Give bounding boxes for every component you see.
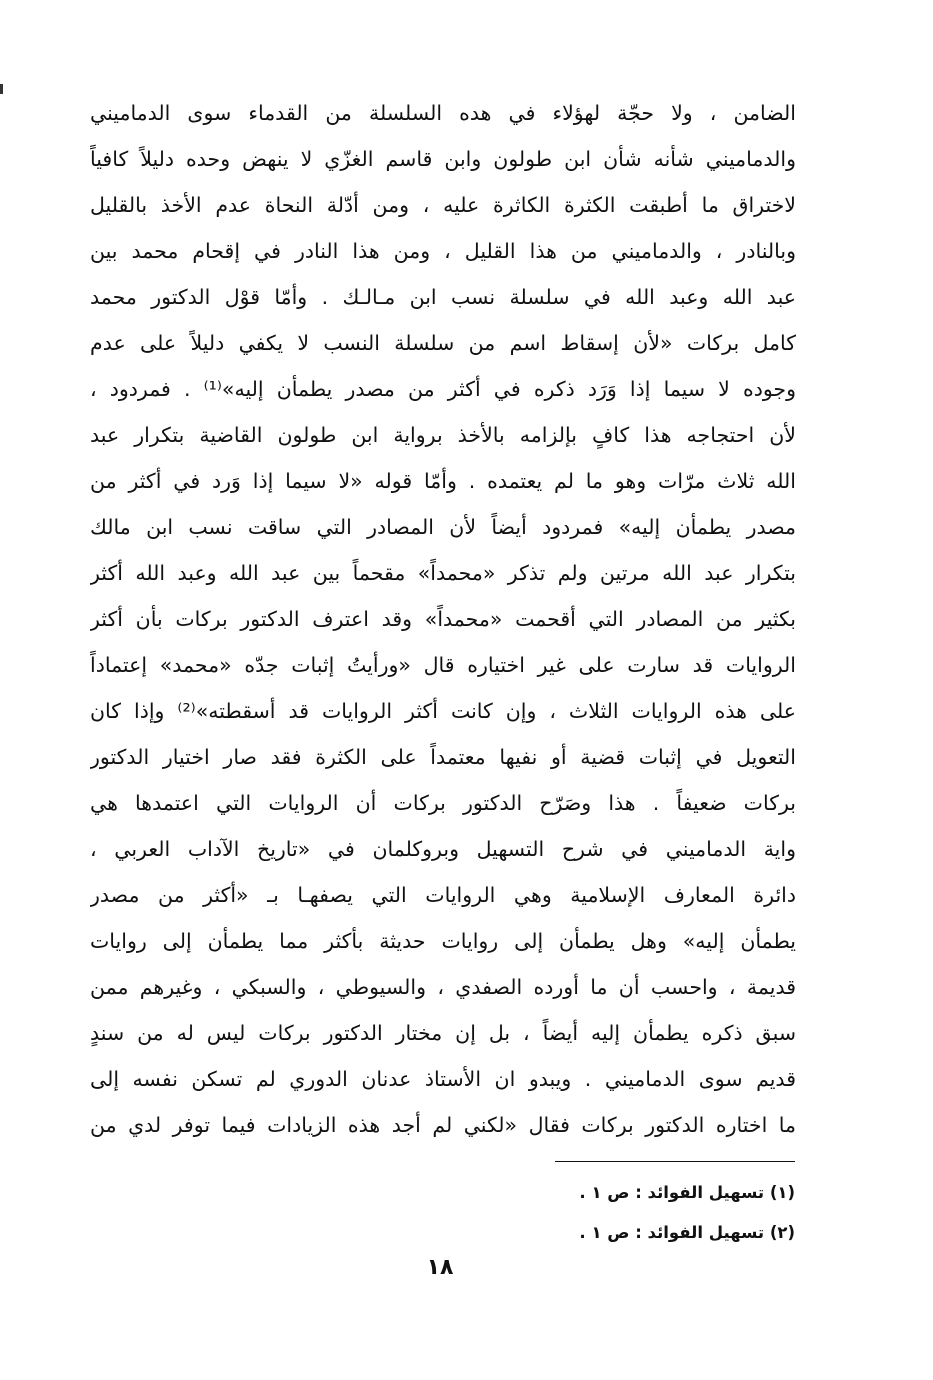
text-line: قديم سوى الدماميني . ويبدو ان الأستاذ عدنان الدوري لم تسكن نفسه إلى [90, 1067, 796, 1091]
text-line: دائرة المعارف الإسلامية وهي الروايات التي يصفهـا بـ «أكثر من مصدر [90, 883, 796, 907]
text-line: وجوده لا سيما إذا وَرَد ذكره في أكثر من مصدر يطمأن إليه»⁽¹⁾ . فمردود ، [90, 377, 796, 401]
text-line: وبالنادر ، والدماميني من هذا القليل ، ومن هذا النادر في إقحام محمد بين [90, 239, 796, 263]
text-line: بكثير من المصادر التي أقحمت «محمداً» وقد اعترف الدكتور بركات بأن أكثر [90, 607, 796, 631]
text-line: مصدر يطمأن إليه» فمردود أيضاً لأن المصادر التي ساقت نسب ابن مالك [90, 515, 796, 539]
text-line: بركات ضعيفاً . هذا وصَرّح الدكتور بركات أن الروايات التي اعتمدها هي [90, 791, 796, 815]
text-line: قديمة ، واحسب أن ما أورده الصفدي ، والسيوطي ، والسبكي ، وغيرهم ممن [90, 975, 796, 999]
scan-margin-mark [0, 84, 3, 94]
text-line: كامل بركات «لأن إسقاط اسم من سلسلة النسب لا يكفي دليلاً على عدم [90, 331, 796, 355]
text-line: يطمأن إليه» وهل يطمأن إلى روايات حديثة بأكثر مما يطمأن إلى روايات [90, 929, 796, 953]
text-line: لأن احتجاجه هذا كافٍ بإلزامه بالأخذ برواية ابن طولون القاضية بتكرار عبد [90, 423, 796, 447]
text-line: على هذه الروايات الثلاث ، وإن كانت أكثر الروايات قد أسقطته»⁽²⁾ وإذا كان [90, 699, 796, 723]
text-line: لاختراق ما أطبقت الكثرة الكاثرة عليه ، ومن أدّلة النحاة عدم الأخذ بالقليل [90, 193, 796, 217]
text-line: والدماميني شأنه شأن ابن طولون وابن قاسم الغزّي لا ينهض وحده دليلاً كافياً [90, 147, 796, 171]
text-line: سبق ذكره يطمأن إليه أيضاً ، بل إن مختار الدكتور بركات ليس له من سندٍ [90, 1021, 796, 1045]
footnote-separator [555, 1161, 795, 1162]
body-text [90, 90, 796, 1148]
text-line: ما اختاره الدكتور بركات فقال «لكني لم أجد هذه الزيادات فيما توفر لدي من [90, 1113, 796, 1137]
footnote-2: (٢) تسهيل الفوائد : ص ١ . [579, 1223, 795, 1242]
text-line: الضامن ، ولا حجّة لهؤلاء في هده السلسلة من القدماء سوى الدماميني [90, 101, 796, 125]
text-line: التعويل في إثبات قضية أو نفيها معتمداً على الكثرة فقد صار اختيار الدكتور [90, 745, 796, 769]
text-line: بتكرار عبد الله مرتين ولم تذكر «محمداً» مقحماً بين عبد الله وعبد الله أكثر [90, 561, 796, 585]
footnotes [465, 1173, 795, 1253]
page-number: ١٨ [426, 1255, 454, 1280]
footnote-1: (١) تسهيل الفوائد : ص ١ . [579, 1183, 795, 1202]
text-line: الله ثلاث مرّات وهو ما لم يعتمده . وأمّا قوله «لا سيما إذا وَرد في أكثر من [90, 469, 796, 493]
text-line: الروايات قد سارت على غير اختياره قال «ورأيتُ إثبات جدّه «محمد» إعتماداً [90, 653, 796, 677]
text-line: عبد الله وعبد الله في سلسلة نسب ابن مـالـك . وأمّا قوْل الدكتور محمد [90, 285, 796, 309]
text-line: واية الدماميني في شرح التسهيل وبروكلمان في «تاريخ الآداب العربي ، [90, 837, 796, 861]
